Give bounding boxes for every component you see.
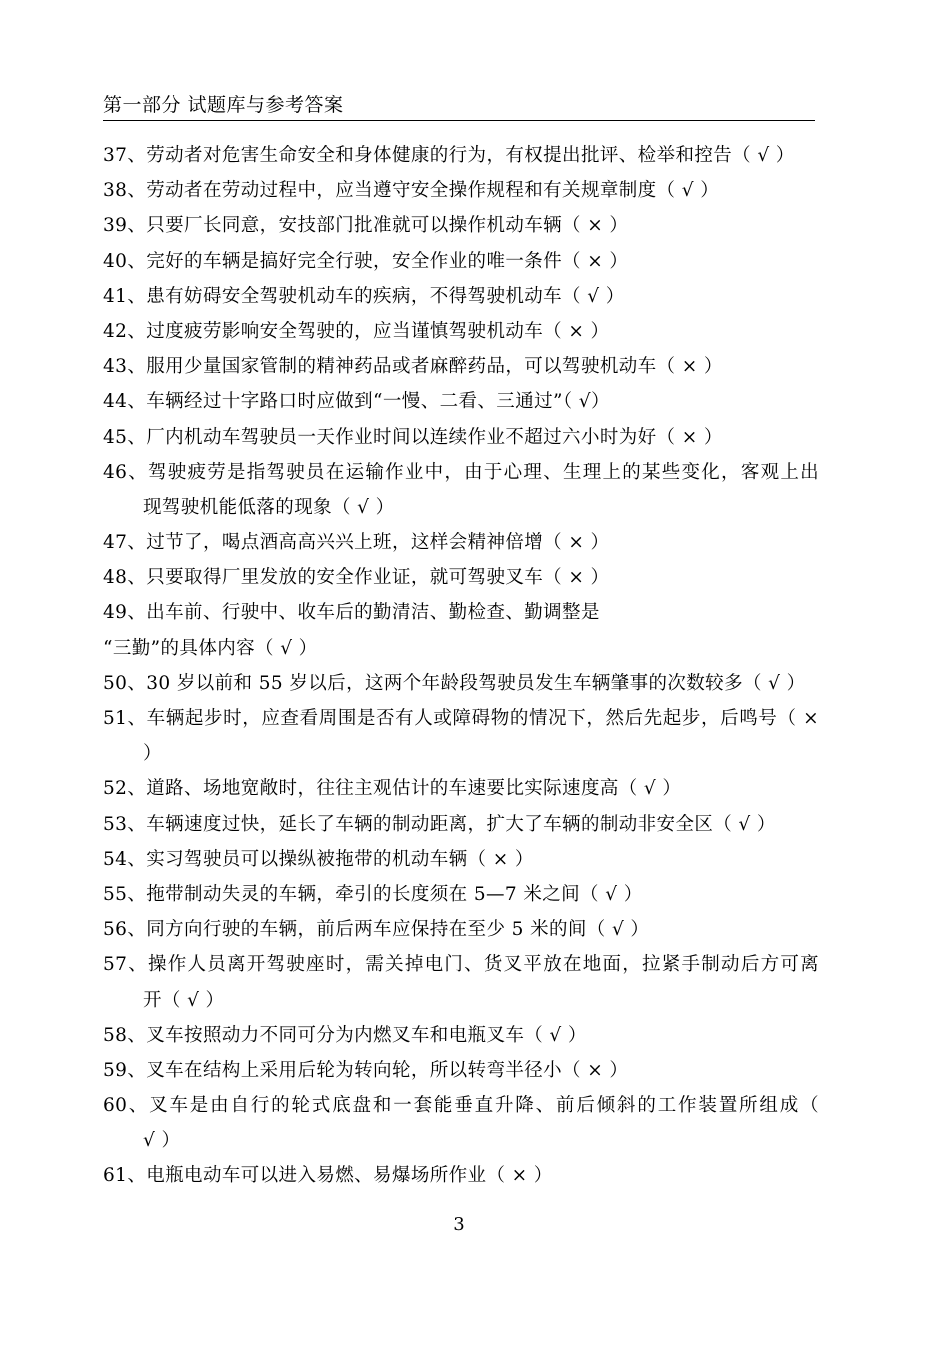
- question-text: 52、道路、场地宽敞时，往往主观估计的车速要比实际速度高（ √ ）: [103, 778, 682, 800]
- question-text: 58、叉车按照动力不同可分为内燃叉车和电瓶叉车（ √ ）: [103, 1024, 587, 1046]
- question-text: 37、劳动者对危害生命安全和身体健康的行为，有权提出批评、检举和控告（ √ ）: [103, 145, 795, 166]
- question-item: [103, 455, 819, 525]
- question-item: [103, 1088, 819, 1158]
- question-text: 45、厂内机动车驾驶员一天作业时间以连续作业不超过六小时为好（ × ）: [103, 426, 723, 448]
- question-text: 50、30 岁以前和 55 岁以后，这两个年龄段驾驶员发生车辆肇事的次数较多（ √ ）: [103, 672, 806, 694]
- question-text: 44、车辆经过十字路口时应做到“一慢、二看、三通过”（ √）: [103, 391, 610, 413]
- question-item: [103, 701, 819, 771]
- question-text: 46、驾驶疲劳是指驾驶员在运输作业中，由于心理、生理上的某些变化，客观上出: [103, 461, 819, 483]
- question-text-continued: 开（ √ ）: [143, 989, 225, 1011]
- question-text: 40、完好的车辆是搞好完全行驶，安全作业的唯一条件（ × ）: [103, 250, 629, 272]
- question-text: 53、车辆速度过快，延长了车辆的制动距离，扩大了车辆的制动非安全区（ √ ）: [103, 813, 776, 835]
- question-text: 47、过节了，喝点酒高高兴兴上班，这样会精神倍增（ × ）: [103, 532, 610, 554]
- question-text: 56、同方向行驶的车辆，前后两车应保持在至少 5 米的间（ √ ）: [103, 919, 650, 941]
- page-number: 3: [453, 1214, 465, 1235]
- question-item: [103, 1018, 819, 1053]
- question-item: [103, 349, 819, 384]
- question-item: [103, 595, 819, 630]
- question-text: 51、车辆起步时，应查看周围是否有人或障碍物的情况下，然后先起步，后鸣号（ ×: [103, 708, 819, 729]
- question-text: 49、出车前、行驶中、收车后的勤清洁、勤检查、勤调整是: [103, 602, 600, 624]
- question-item: [103, 947, 819, 1017]
- question-text-continued: 现驾驶机能低落的现象（ √ ）: [143, 496, 395, 518]
- question-text: 48、只要取得厂里发放的安全作业证，就可驾驶叉车（ × ）: [103, 567, 610, 589]
- question-text-continued: ）: [143, 743, 162, 765]
- question-item: [103, 1158, 819, 1193]
- question-item: [103, 208, 819, 243]
- question-text: 39、只要厂长同意，安技部门批准就可以操作机动车辆（ × ）: [103, 215, 629, 237]
- question-text: 41、患有妨碍安全驾驶机动车的疾病，不得驾驶机动车（ √ ）: [103, 285, 625, 307]
- question-item: [103, 666, 819, 701]
- question-text: “三勤”的具体内容（ √ ）: [103, 637, 318, 659]
- question-item: [103, 244, 819, 279]
- question-text: 54、实习驾驶员可以操纵被拖带的机动车辆（ × ）: [103, 848, 534, 870]
- question-item: [103, 771, 819, 806]
- question-text: 60、叉车是由自行的轮式底盘和一套能垂直升降、前后倾斜的工作装置所组成（: [103, 1095, 819, 1117]
- question-item: [103, 525, 819, 560]
- page-header: 第一部分 试题库与参考答案: [103, 92, 815, 121]
- question-item: [103, 1053, 819, 1088]
- question-text-continued: √ ）: [143, 1130, 181, 1152]
- question-item: [103, 807, 819, 842]
- question-text: 38、劳动者在劳动过程中，应当遵守安全操作规程和有关规章制度（ √ ）: [103, 180, 720, 202]
- question-text: 43、服用少量国家管制的精神药品或者麻醉药品，可以驾驶机动车（ × ）: [103, 356, 723, 378]
- question-item: [103, 138, 819, 173]
- question-item: [103, 560, 819, 595]
- question-text: 55、拖带制动失灵的车辆，牵引的长度须在 5—7 米之间（ √ ）: [103, 883, 643, 905]
- question-text: 59、叉车在结构上采用后轮为转向轮，所以转弯半径小（ × ）: [103, 1059, 629, 1081]
- question-item: [103, 420, 819, 455]
- question-list: [103, 138, 819, 1194]
- question-item: [103, 173, 819, 208]
- question-item: [103, 279, 819, 314]
- question-text: 42、过度疲劳影响安全驾驶的，应当谨慎驾驶机动车（ × ）: [103, 320, 610, 342]
- question-item: [103, 877, 819, 912]
- question-item: [103, 314, 819, 349]
- question-item: [103, 384, 819, 419]
- question-item: [103, 912, 819, 947]
- question-text: 61、电瓶电动车可以进入易燃、易爆场所作业（ × ）: [103, 1165, 553, 1187]
- question-text: 57、操作人员离开驾驶座时，需关掉电门、货叉平放在地面，拉紧手制动后方可离: [103, 954, 819, 976]
- question-item: [103, 631, 819, 666]
- question-item: [103, 842, 819, 877]
